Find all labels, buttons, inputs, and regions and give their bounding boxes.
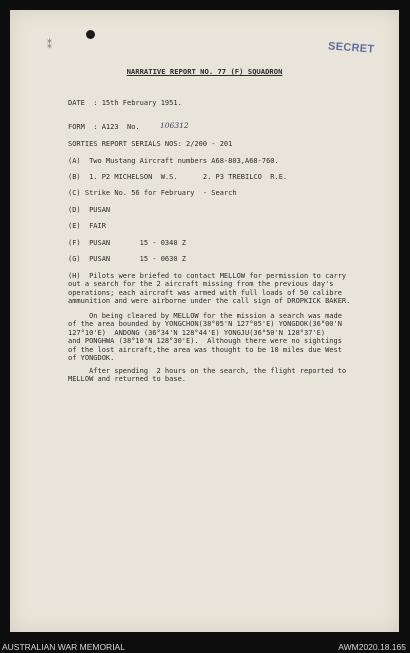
paragraph-search-area: On being cleared by MELLOW for the mission a search was made of the area bounded by YONGCHON(38°05'N 127°05'E) YONGDOK(36°00'N 127°10'E) ANDONG (36°34'N 128°44'E) YONGJU(36°50'N 128°37'E) and PONGHWA (38°10'N 128°30'E). Although there were no sightings of the lost aircraft,the area was thought to be 10 miles due West of YONGDOK. — [68, 312, 342, 363]
item-e: (E) FAIR — [68, 222, 106, 230]
form-number-handwritten: 106312 — [160, 121, 189, 130]
sorties-line: SORTIES REPORT SERIALS NOS: 2/200 - 201 — [68, 140, 233, 148]
item-b: (B) 1. P2 MICHELSON W.S. 2. P3 TREBILCO R.E. — [68, 173, 288, 181]
document-page — [10, 10, 399, 632]
footer-accession-number: AWM2020.18.165 — [338, 642, 406, 652]
date-line: DATE : 15th February 1951. — [68, 99, 182, 107]
item-a: (A) Two Mustang Aircraft numbers A68-803,A68-760. — [68, 157, 279, 165]
report-title: NARRATIVE REPORT NO. 77 (F) SQUADRON — [126, 67, 283, 76]
item-g: (G) PUSAN 15 - 0630 Z — [68, 255, 187, 263]
item-d: (D) PUSAN — [68, 206, 111, 214]
pencil-mark-icon: ⁑ — [47, 40, 52, 51]
form-line: FORM : A123 No. — [68, 123, 140, 131]
typed-report — [10, 10, 399, 632]
secret-stamp: SECRET — [327, 40, 375, 56]
archive-footer — [0, 640, 410, 653]
footer-institution: AUSTRALIAN WAR MEMORIAL — [2, 642, 125, 652]
item-c: (C) Strike No. 56 for February - Search — [68, 189, 237, 197]
paragraph-h: (H) Pilots were briefed to contact MELLOW for permission to carry out a search for the 2 aircraft missing from the previous day's operations; each aircraft was armed with full loads of 50 calibre ammunition and were airborne under the call sign of DROPKICK BAKER. — [68, 272, 351, 306]
item-f: (F) PUSAN 15 - 0340 Z — [68, 239, 187, 247]
punch-hole — [86, 30, 95, 39]
paragraph-return: After spending 2 hours on the search, the flight reported to MELLOW and returned to base. — [68, 367, 347, 384]
